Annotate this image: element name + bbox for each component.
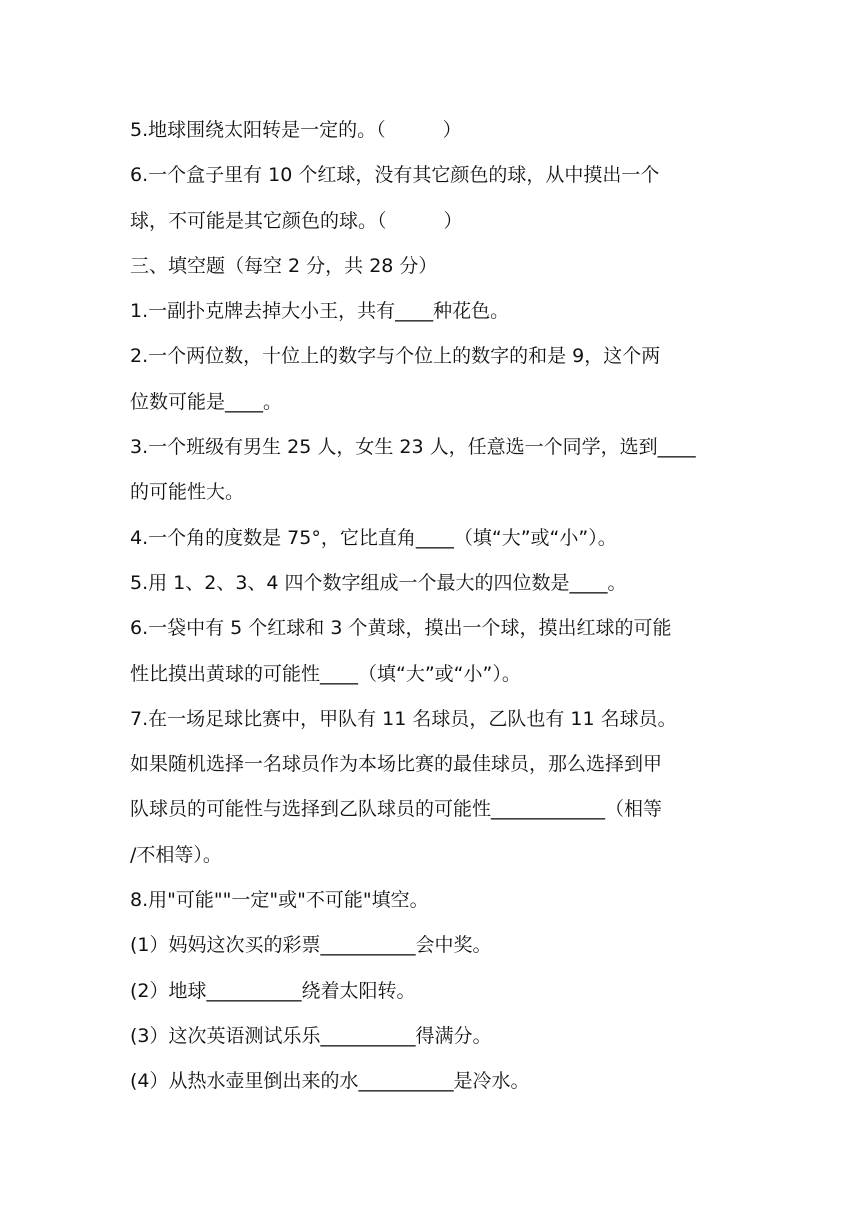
text-line: 如果随机选择一名球员作为本场比赛的最佳球员，那么选择到甲 [130, 753, 663, 776]
text-line: 1.一副扑克牌去掉大小王，共有____种花色。 [130, 300, 510, 323]
text-line: 5.地球围绕太阳转是一定的。（ ） [130, 119, 462, 141]
text-line: 8.用"可能""一定"或"不可能"填空。 [130, 889, 429, 912]
text-line: 球，不可能是其它颜色的球。（ ） [130, 209, 463, 232]
text-line: 3.一个班级有男生 25 人，女生 23 人，任意选一个同学，选到____ [130, 436, 696, 459]
text-line: 2.一个两位数，十位上的数字与个位上的数字的和是 9，这个两 [130, 345, 661, 368]
text-line: 队球员的可能性与选择到乙队球员的可能性____________（相等 [130, 798, 663, 821]
text-line: 4.一个角的度数是 75°，它比直角____（填“大”或“小”）。 [130, 526, 617, 549]
text-line: 的可能性大。 [130, 481, 245, 504]
text-line: /不相等）。 [130, 843, 222, 866]
document-body [130, 108, 740, 1105]
text-line: 位数可能是____。 [130, 390, 283, 413]
text-line: 性比摸出黄球的可能性____（填“大”或“小”）。 [130, 662, 521, 685]
text-line: (3）这次英语测试乐乐__________得满分。 [130, 1024, 492, 1047]
text-line: 7.在一场足球比赛中，甲队有 11 名球员，乙队也有 11 名球员。 [130, 707, 677, 730]
text-line: 5.用 1、2、3、4 四个数字组成一个最大的四位数是____。 [130, 571, 627, 594]
text-line: 6.一个盒子里有 10 个红球，没有其它颜色的球，从中摸出一个 [130, 164, 660, 187]
text-line: (1）妈妈这次买的彩票__________会中奖。 [130, 934, 492, 957]
text-line: (4）从热水壶里倒出来的水__________是冷水。 [130, 1070, 530, 1093]
text-line: (2）地球__________绕着太阳转。 [130, 979, 416, 1002]
section-heading: 三、填空题（每空 2 分，共 28 分） [130, 254, 438, 277]
text-line: 6.一袋中有 5 个红球和 3 个黄球，摸出一个球，摸出红球的可能 [130, 617, 672, 640]
